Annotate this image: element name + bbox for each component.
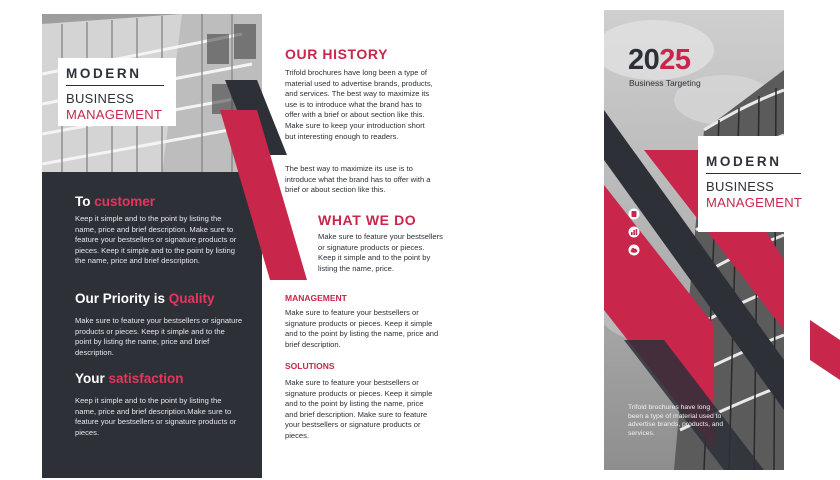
body-priority-quality: Make sure to feature your bestsellers or signature products or pieces. Keep it simple and to the point by listing the name, price and brief description. <box>75 316 243 357</box>
our-history-paragraph-2: The best way to maximize its use is to introduce what the brand has to offer with a brief or about section like this. <box>285 164 431 195</box>
heading-your-satisfaction: Your satisfaction <box>75 371 184 386</box>
title-rule-cover <box>706 173 801 174</box>
brand-management-cover: MANAGEMENT <box>706 195 803 210</box>
our-history-paragraph-1: Trifold brochures have long been a type of material used to advertise brands, products, and services. The best way to maximize its use is to introduce what the brand has to offer with a brief or about section like this. Make sure to keep your introduction short but interesting enough to readers. <box>285 68 433 141</box>
cloud-icon <box>628 244 640 256</box>
cover-edge-stripe <box>780 320 840 400</box>
solutions-body: Make sure to feature your bestsellers or signature products or pieces. Keep it simple and to the point by listing the name, price and brief description. Make sure to feature your bestsellers or signature products or pieces. <box>285 378 433 440</box>
brand-management-left: MANAGEMENT <box>66 107 163 122</box>
brand-modern-cover: MODERN <box>706 154 782 169</box>
what-we-do-heading: WHAT WE DO <box>318 212 417 228</box>
cover-year: 2025 <box>628 44 691 76</box>
badge-icon <box>628 208 640 220</box>
cover-small-text: Trifold brochures have long been a type of material used to advertise brands, products, and services. <box>628 404 724 437</box>
cover-subtitle: Business Targeting <box>629 78 701 88</box>
what-we-do-body: Make sure to feature your bestsellers or signature products or pieces. Keep it simple and to the point by listing the name, price. <box>318 232 443 273</box>
chart-icon <box>628 226 640 238</box>
body-to-customer: Keep it simple and to the point by listing the name, price and brief description. Make sure to feature your bestsellers or signature products or pieces. Keep it simple and to the point by listing the name, price and brief description. <box>75 214 237 266</box>
solutions-heading: SOLUTIONS <box>285 361 335 371</box>
body-your-satisfaction: Keep it simple and to the point by listing the name, price and brief description.Make sure to feature your bestsellers or signature products or pieces. <box>75 396 237 437</box>
management-body: Make sure to feature your bestsellers or signature products or pieces. Keep it simple and to the point by listing the name, price and brief description. <box>285 308 439 349</box>
heading-priority-quality: Our Priority is Quality <box>75 291 215 306</box>
brand-modern-left: MODERN <box>66 66 142 81</box>
title-rule-left <box>66 85 164 86</box>
management-heading: MANAGEMENT <box>285 293 347 303</box>
our-history-heading: OUR HISTORY <box>285 46 389 62</box>
brand-business-cover: BUSINESS <box>706 179 775 194</box>
heading-to-customer: To customer <box>75 194 156 209</box>
brand-business-left: BUSINESS <box>66 91 135 106</box>
